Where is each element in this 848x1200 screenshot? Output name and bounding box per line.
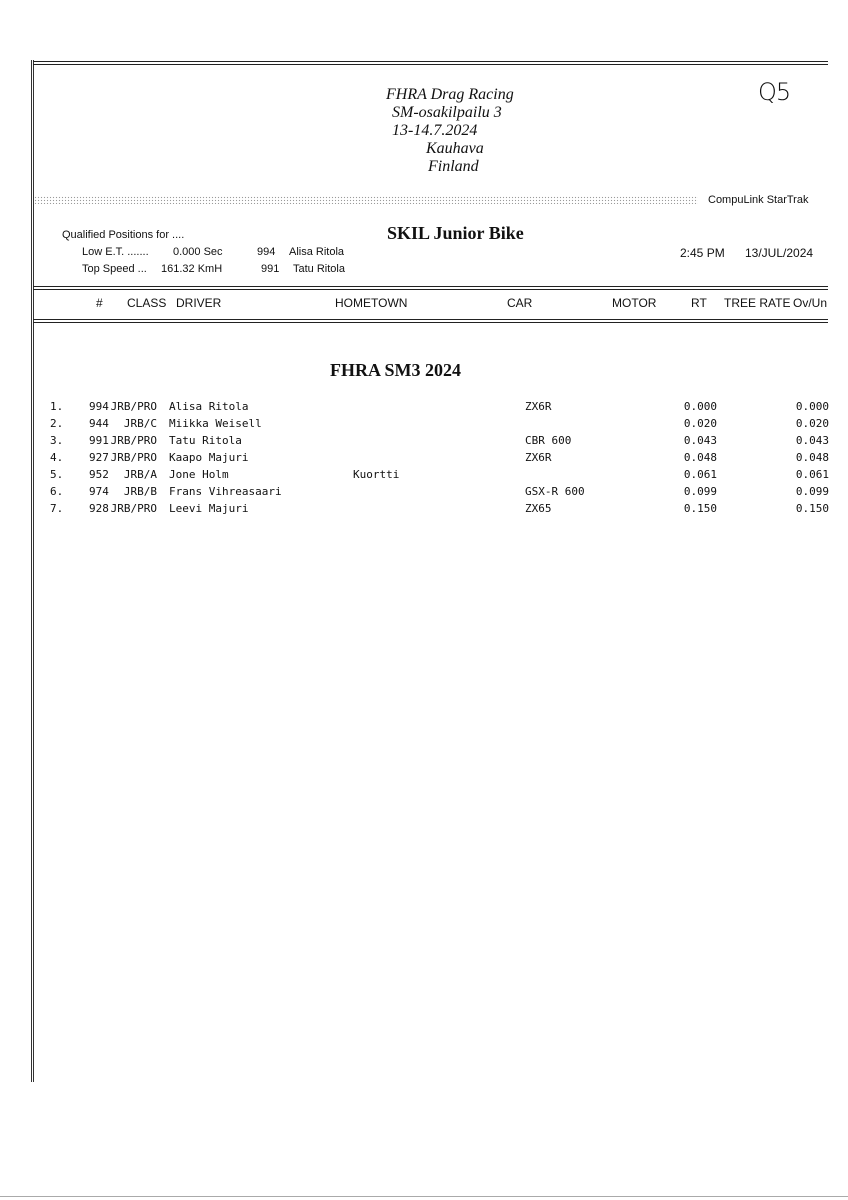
cell-pos: 2. <box>50 417 64 430</box>
header-city: Kauhava <box>426 140 484 157</box>
cell-pos: 6. <box>50 485 64 498</box>
header-rule-top-2 <box>33 289 828 290</box>
cell-car: CBR 600 <box>525 434 572 447</box>
cell-class: JRB/PRO <box>110 434 157 447</box>
col-tree-rate: TREE RATE <box>724 296 791 310</box>
cell-ovun: 0.061 <box>795 468 829 481</box>
cell-class: JRB/PRO <box>110 400 157 413</box>
cell-car: ZX65 <box>525 502 552 515</box>
cell-rt: 0.061 <box>683 468 717 481</box>
top-border-inner <box>33 64 828 65</box>
cell-num: 928 <box>89 502 109 515</box>
cell-num: 952 <box>89 468 109 481</box>
cell-ovun: 0.020 <box>795 417 829 430</box>
col-hometown: HOMETOWN <box>335 296 408 310</box>
cell-driver: Miikka Weisell <box>169 417 262 430</box>
cell-car: ZX6R <box>525 400 552 413</box>
software-brand: CompuLink StarTrak <box>708 194 809 206</box>
top-speed-driver: Tatu Ritola <box>293 263 345 275</box>
cell-class: JRB/PRO <box>110 451 157 464</box>
report-date: 13/JUL/2024 <box>745 246 814 260</box>
col-motor: MOTOR <box>612 296 657 310</box>
cell-num: 974 <box>89 485 109 498</box>
low-et-driver: Alisa Ritola <box>289 246 345 258</box>
top-border <box>33 61 828 62</box>
page-bottom-edge <box>0 1196 848 1197</box>
col-driver: DRIVER <box>176 296 222 310</box>
cell-car: GSX-R 600 <box>525 485 585 498</box>
table-row <box>0 466 848 483</box>
dotted-separator <box>34 196 698 204</box>
cell-pos: 7. <box>50 502 64 515</box>
cell-ovun: 0.043 <box>795 434 829 447</box>
low-et-number: 994 <box>257 246 276 258</box>
cell-driver: Frans Vihreasaari <box>169 485 282 498</box>
cell-rt: 0.150 <box>683 502 717 515</box>
cell-class: JRB/B <box>123 485 157 498</box>
table-row <box>0 398 848 415</box>
cell-driver: Leevi Majuri <box>169 502 249 515</box>
cell-driver: Jone Holm <box>169 468 229 481</box>
cell-ovun: 0.000 <box>795 400 829 413</box>
cell-ovun: 0.048 <box>795 451 829 464</box>
cell-pos: 1. <box>50 400 64 413</box>
cell-num: 944 <box>89 417 109 430</box>
cell-rt: 0.000 <box>683 400 717 413</box>
col-ovun: Ov/Un <box>793 296 828 310</box>
table-row <box>0 449 848 466</box>
header-rule-top <box>33 286 828 287</box>
cell-ovun: 0.150 <box>795 502 829 515</box>
col-rt: RT <box>691 296 707 310</box>
handwritten-note: Q5 <box>758 78 791 106</box>
cell-rt: 0.099 <box>683 485 717 498</box>
top-speed-value: 161.32 KmH <box>161 263 223 275</box>
low-et-label: Low E.T. ....... <box>82 246 149 258</box>
left-border <box>31 60 34 1082</box>
qualified-title: Qualified Positions for .... <box>62 229 185 241</box>
cell-driver: Tatu Ritola <box>169 434 242 447</box>
cell-rt: 0.048 <box>683 451 717 464</box>
header-rule-bottom-2 <box>33 322 828 323</box>
top-speed-number: 991 <box>261 263 280 275</box>
col-car: CAR <box>507 296 533 310</box>
table-row <box>0 500 848 517</box>
event-title: SKIL Junior Bike <box>387 223 524 243</box>
low-et-value: 0.000 Sec <box>173 246 223 258</box>
cell-pos: 3. <box>50 434 64 447</box>
col-class: CLASS <box>127 296 167 310</box>
cell-rt: 0.043 <box>683 434 717 447</box>
cell-num: 994 <box>89 400 109 413</box>
cell-class: JRB/C <box>123 417 157 430</box>
top-speed-label: Top Speed ... <box>82 263 147 275</box>
cell-driver: Alisa Ritola <box>169 400 249 413</box>
cell-num: 991 <box>89 434 109 447</box>
cell-class: JRB/A <box>123 468 157 481</box>
report-header <box>340 86 580 176</box>
table-row <box>0 483 848 500</box>
header-org: FHRA Drag Racing <box>386 86 514 103</box>
cell-pos: 4. <box>50 451 64 464</box>
header-rule-bottom <box>33 319 828 320</box>
col-num: # <box>96 296 103 310</box>
header-series: SM-osakilpailu 3 <box>392 104 502 121</box>
race-title: FHRA SM3 2024 <box>330 360 462 380</box>
cell-pos: 5. <box>50 468 64 481</box>
cell-driver: Kaapo Majuri <box>169 451 249 464</box>
cell-ovun: 0.099 <box>795 485 829 498</box>
cell-rt: 0.020 <box>683 417 717 430</box>
header-country: Finland <box>428 158 479 175</box>
table-row <box>0 415 848 432</box>
cell-class: JRB/PRO <box>110 502 157 515</box>
cell-num: 927 <box>89 451 109 464</box>
report-time: 2:45 PM <box>680 246 725 260</box>
header-dates: 13-14.7.2024 <box>392 122 478 139</box>
table-row <box>0 432 848 449</box>
cell-hometown: Kuortti <box>353 468 400 481</box>
cell-car: ZX6R <box>525 451 552 464</box>
